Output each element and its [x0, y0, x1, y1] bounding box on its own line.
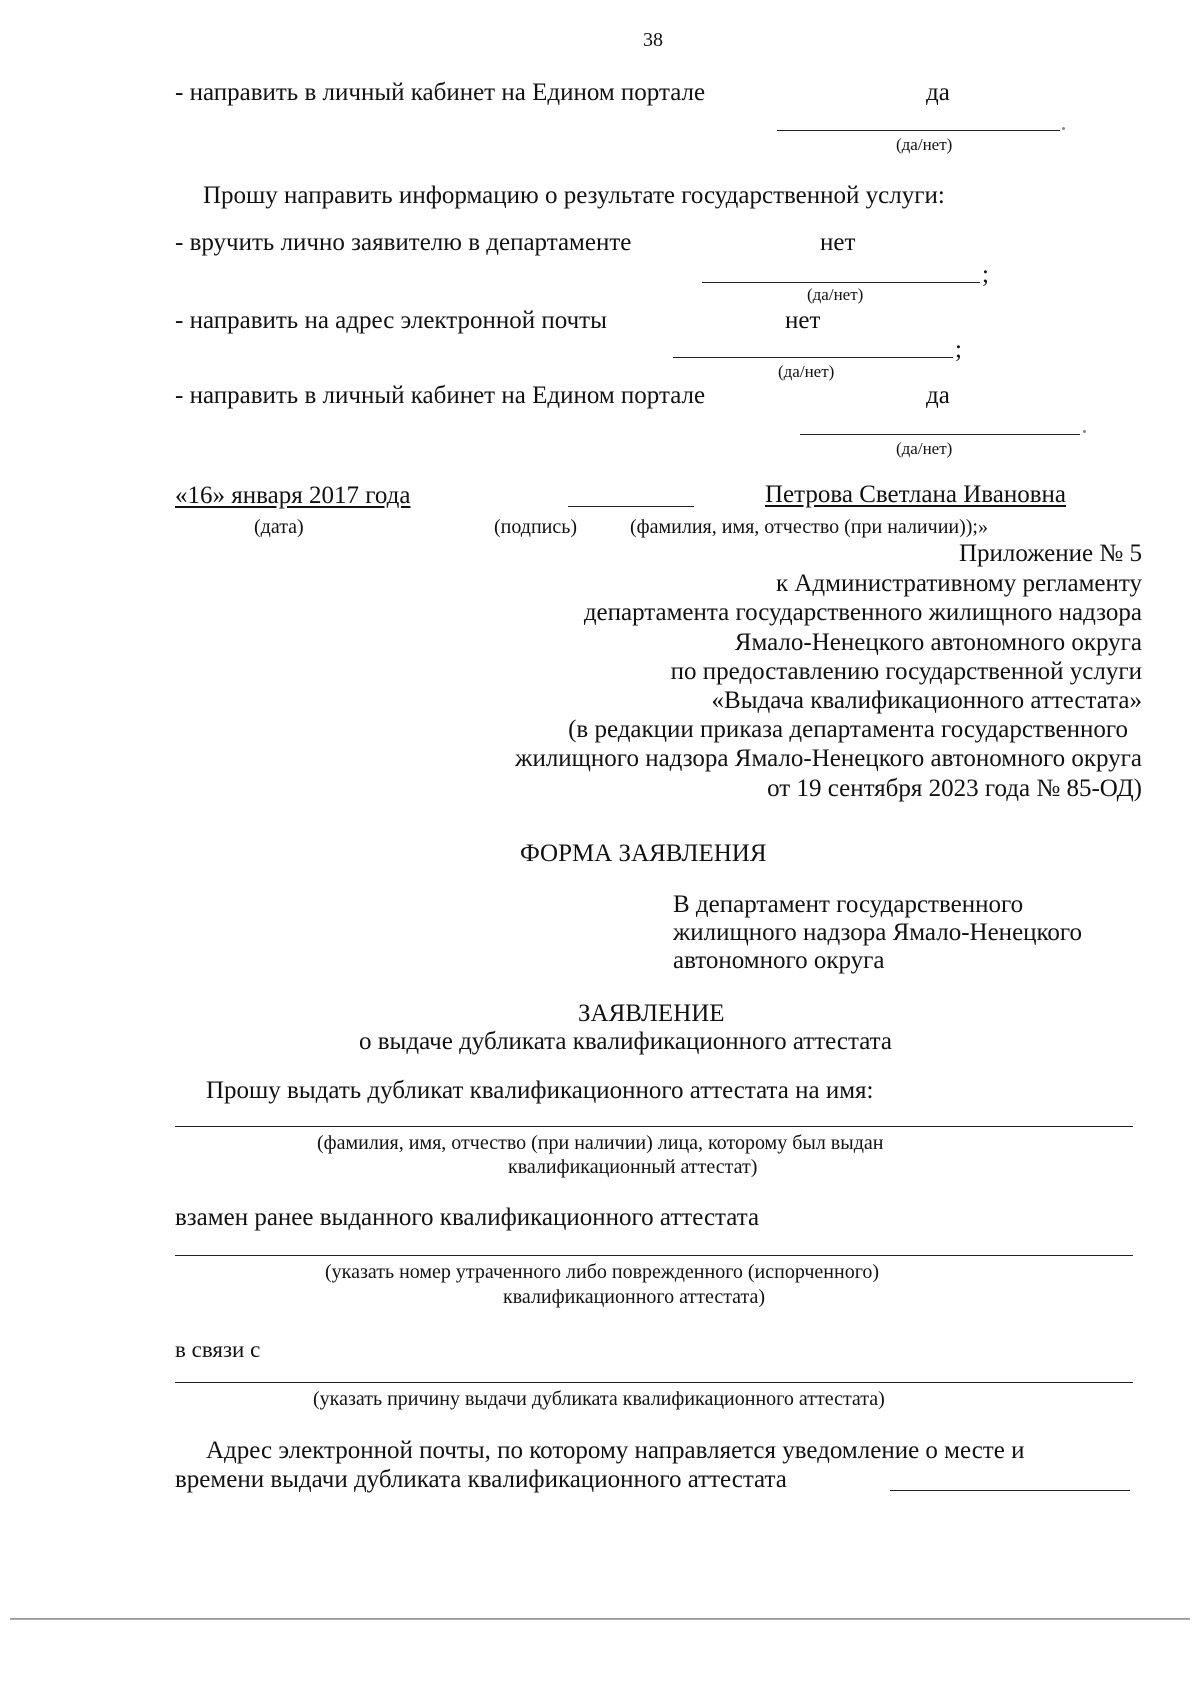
name-field-line: [175, 1126, 1133, 1127]
top-item-value: да: [926, 79, 950, 106]
appendix-line: от 19 сентября 2023 года № 85-ОД): [767, 775, 1142, 802]
appendix-line: к Административному регламенту: [775, 570, 1142, 597]
name-hint: (фамилия, имя, отчество (при наличии) лица, которому был выдан: [317, 1132, 884, 1154]
number-hint: квалификационного аттестата): [503, 1286, 766, 1308]
number-field-line: [175, 1255, 1133, 1256]
appendix-line: Приложение № 5: [958, 540, 1142, 567]
result-item-value: нет: [785, 307, 821, 334]
appendix-line: по предоставлению государственной услуги: [670, 658, 1142, 685]
signature-name: Петрова Светлана Ивановна: [765, 481, 1067, 508]
reason-label: в связи с: [175, 1337, 261, 1362]
form-title: ФОРМА ЗАЯВЛЕНИЯ: [520, 840, 767, 867]
reason-hint: (указать причину выдачи дубликата квалификационного аттестата): [313, 1388, 885, 1410]
appendix-line: жилищного надзора Ямало-Ненецкого автономного округа: [515, 745, 1142, 772]
page-number: 38: [643, 29, 663, 51]
signature-date: «16» января 2017 года: [175, 482, 411, 509]
result-heading: Прошу направить информацию о результате государственной услуги:: [203, 182, 945, 209]
email-field-line: [890, 1490, 1130, 1491]
request-text: Прошу выдать дубликат квалификационного аттестата на имя:: [206, 1077, 874, 1104]
appendix-line: (в редакции приказа департамента государственного: [568, 716, 1128, 743]
result-item-field-line: [673, 357, 953, 358]
mark-dot: [1083, 430, 1086, 433]
result-item-end: ;: [955, 336, 962, 363]
signature-name-hint: (фамилия, имя, отчество (при наличии));»: [630, 516, 988, 538]
page-bottom-rule: [10, 1618, 1190, 1620]
instead-text: взамен ранее выданного квалификационного аттестата: [175, 1204, 760, 1231]
addressee-line: жилищного надзора Ямало-Ненецкого: [673, 919, 1083, 946]
top-item-hint: (да/нет): [896, 135, 953, 154]
top-item-label: - направить в личный кабинет на Едином портале: [175, 79, 706, 106]
appendix-line: «Выдача квалификационного аттестата»: [711, 687, 1142, 714]
result-item-end: ;: [982, 261, 989, 288]
result-item-label: - направить в личный кабинет на Едином портале: [175, 382, 706, 409]
appendix-line: Ямало-Ненецкого автономного округа: [734, 629, 1142, 656]
signature-sign-hint: (подпись): [494, 516, 578, 538]
result-item-value: нет: [820, 229, 856, 256]
number-hint: (указать номер утраченного либо поврежденного (испорченного): [325, 1261, 880, 1283]
statement-subtitle: о выдаче дубликата квалификационного аттестата: [359, 1028, 892, 1055]
result-item-field-line: [800, 434, 1080, 435]
signature-line: [568, 506, 694, 507]
result-item-hint: (да/нет): [778, 362, 835, 381]
appendix-line: департамента государственного жилищного надзора: [583, 599, 1142, 626]
result-item-value: да: [926, 382, 950, 409]
name-hint: квалификационный аттестат): [508, 1156, 758, 1178]
result-item-label: - вручить лично заявителю в департаменте: [175, 229, 632, 256]
top-item-field-line: [777, 130, 1060, 131]
mark-dot: [1062, 127, 1065, 130]
email-text: Адрес электронной почты, по которому направляется уведомление о месте и: [206, 1437, 1025, 1464]
addressee-line: В департамент государственного: [673, 891, 1024, 918]
signature-date-hint: (дата): [254, 516, 304, 538]
result-item-field-line: [702, 282, 980, 283]
addressee-line: автономного округа: [673, 947, 885, 974]
reason-field-line: [175, 1382, 1133, 1383]
result-item-hint: (да/нет): [896, 439, 953, 458]
result-item-label: - направить на адрес электронной почты: [175, 307, 607, 334]
statement-title: ЗАЯВЛЕНИЕ: [578, 1000, 725, 1027]
result-item-hint: (да/нет): [807, 285, 864, 304]
email-text: времени выдачи дубликата квалификационного аттестата: [175, 1466, 787, 1493]
